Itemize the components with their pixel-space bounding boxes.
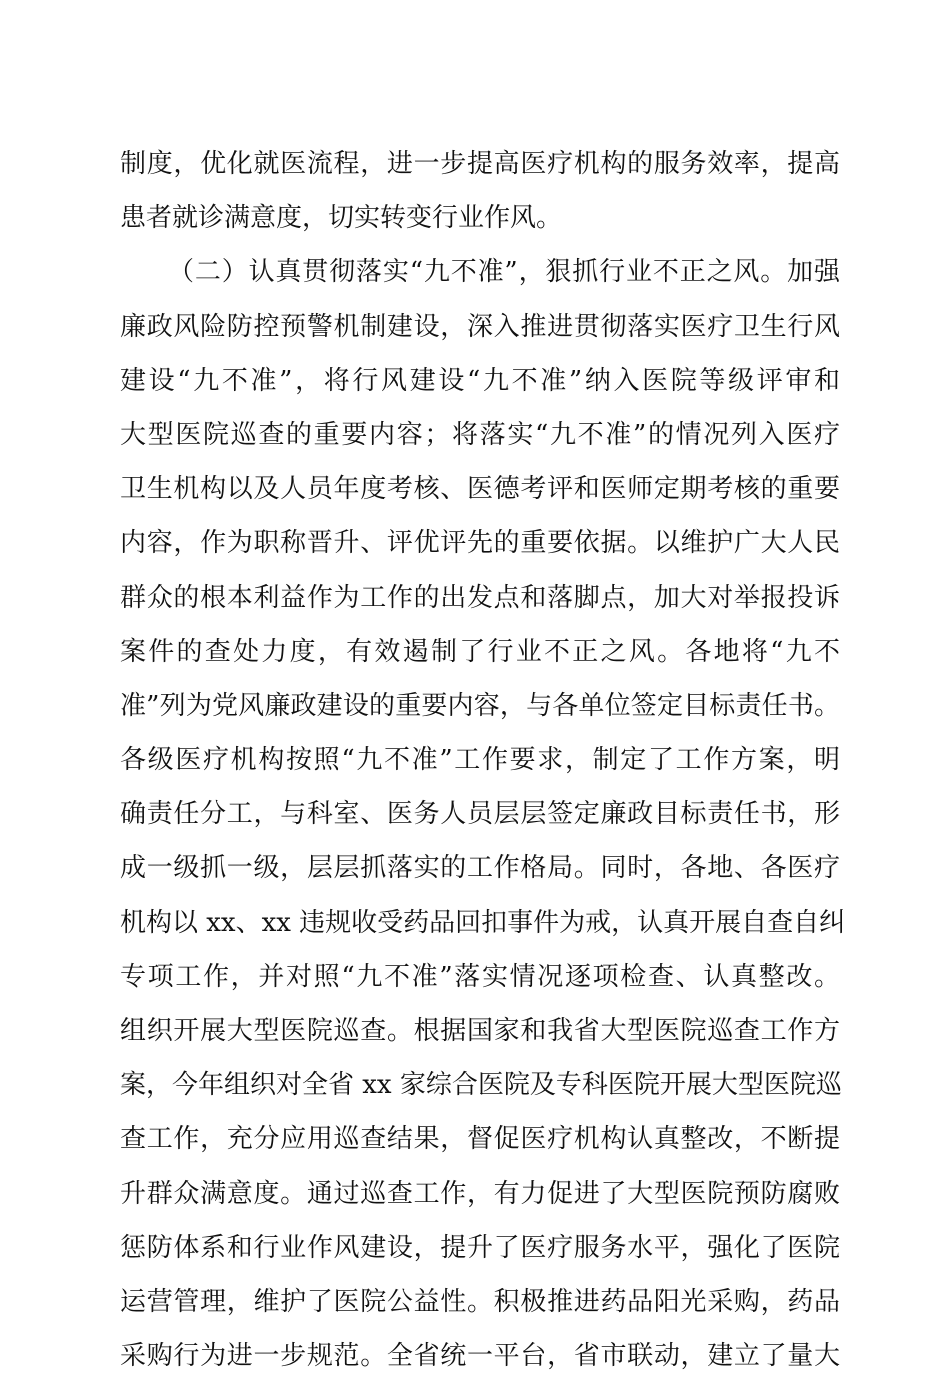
body-text (120, 137, 846, 1383)
text-line: 惩防体系和行业作风建设，提升了医疗服务水平，强化了医院 (120, 1232, 840, 1263)
text-line: 查工作，充分应用巡查结果，督促医疗机构认真整改，不断提 (120, 1124, 840, 1155)
text-line: 制度，优化就医流程，进一步提高医疗机构的服务效率，提高 (120, 149, 840, 179)
text-line: 采购行为进一步规范。全省统一平台，省市联动，建立了量大 (120, 1341, 840, 1372)
text-line: 各级医疗机构按照“九不准”工作要求，制定了工作方案，明 (120, 745, 840, 776)
text-line: 组织开展大型医院巡查。根据国家和我省大型医院巡查工作方 (120, 1016, 840, 1046)
text-line: 患者就诊满意度，切实转变行业作风。 (120, 203, 563, 234)
text-line: 群众的根本利益作为工作的出发点和落脚点，加大对举报投诉 (120, 582, 840, 613)
text-line: 确责任分工，与科室、医务人员层层签定廉政目标责任书，形 (120, 799, 840, 830)
text-line: 准”列为党风廉政建设的重要内容，与各单位签定目标责任书。 (120, 690, 840, 721)
text-line: 成一级抓一级，层层抓落实的工作格局。同时，各地、各医疗 (120, 853, 840, 884)
text-line: 卫生机构以及人员年度考核、医德考评和医师定期考核的重要 (120, 474, 840, 505)
text-line: 廉政风险防控预警机制建设，深入推进贯彻落实医疗卫生行风 (120, 311, 840, 342)
text-line: 机构以 xx、xx 违规收受药品回扣事件为戒，认真开展自查自纠 (120, 907, 846, 938)
text-line: 案，今年组织对全省 xx 家综合医院及专科医院开展大型医院巡 (120, 1070, 842, 1101)
text-line: 内容，作为职称晋升、评优评先的重要依据。以维护广大人民 (120, 528, 840, 559)
section-heading-line: （二）认真贯彻落实“九不准”，狠抓行业不正之风。加强 (168, 257, 840, 288)
text-line: 运营管理，维护了医院公益性。积极推进药品阳光采购，药品 (120, 1286, 840, 1317)
text-line: 建设“九不准”，将行风建设“九不准”纳入医院等级评审和 (120, 365, 840, 396)
text-line: 升群众满意度。通过巡查工作，有力促进了大型医院预防腐败 (120, 1178, 840, 1209)
text-line: 案件的查处力度，有效遏制了行业不正之风。各地将“九不 (120, 636, 840, 667)
text-line: 大型医院巡查的重要内容；将落实“九不准”的情况列入医疗 (120, 419, 840, 450)
text-line: 专项工作，并对照“九不准”落实情况逐项检查、认真整改。 (120, 961, 840, 992)
